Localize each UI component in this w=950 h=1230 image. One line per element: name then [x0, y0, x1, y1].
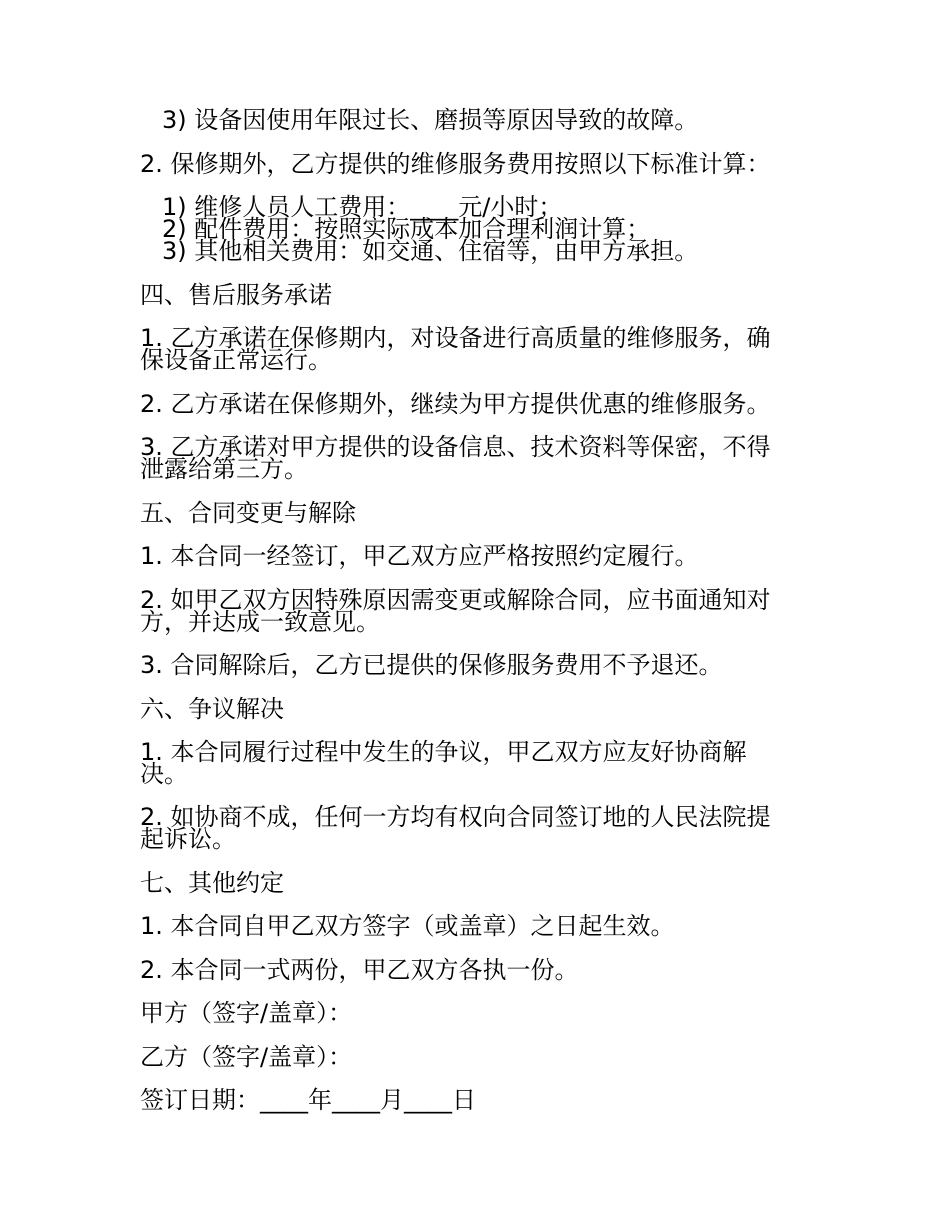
fee-item-parts: 2) 配件费用：按照实际成本加合理利润计算； [162, 215, 651, 243]
section-heading-5: 五、合同变更与解除 [140, 499, 356, 527]
commitment-1-line-1: 1. 乙方承诺在保修期内，对设备进行高质量的维修服务，确 [140, 324, 771, 352]
commitment-2: 2. 乙方承诺在保修期外，继续为甲方提供优惠的维修服务。 [140, 390, 771, 418]
dispute-clause-1-line-1: 1. 本合同履行过程中发生的争议，甲乙双方应友好协商解 [140, 738, 747, 766]
change-clause-1: 1. 本合同一经签订，甲乙双方应严格按照约定履行。 [140, 542, 699, 570]
dispute-clause-2-line-2: 起诉讼。 [140, 825, 236, 853]
party-a-signature: 甲方（签字/盖章）： [140, 999, 353, 1027]
section-heading-4: 四、售后服务承诺 [140, 281, 332, 309]
commitment-1-line-2: 保设备正常运行。 [140, 346, 332, 374]
change-clause-2-line-1: 2. 如甲乙双方因特殊原因需变更或解除合同，应书面通知对 [140, 586, 771, 614]
fee-item-other: 3) 其他相关费用：如交通、住宿等，由甲方承担。 [162, 237, 699, 265]
party-b-signature: 乙方（签字/盖章）： [140, 1043, 353, 1071]
signing-date: 签订日期：____年____月____日 [140, 1086, 476, 1114]
commitment-3-line-1: 3. 乙方承诺对甲方提供的设备信息、技术资料等保密，不得 [140, 433, 771, 461]
fault-item-3: 3) 设备因使用年限过长、磨损等原因导致的故障。 [162, 106, 699, 134]
section-heading-7: 七、其他约定 [140, 869, 284, 897]
change-clause-2-line-2: 方，并达成一致意见。 [140, 608, 380, 636]
dispute-clause-1-line-2: 决。 [140, 760, 188, 788]
section-heading-6: 六、争议解决 [140, 695, 284, 723]
change-clause-3: 3. 合同解除后，乙方已提供的保修服务费用不予退还。 [140, 651, 723, 679]
other-clause-2: 2. 本合同一式两份，甲乙双方各执一份。 [140, 956, 579, 984]
out-of-warranty-fee-clause: 2. 保修期外，乙方提供的维修服务费用按照以下标准计算： [140, 150, 771, 178]
other-clause-1: 1. 本合同自甲乙双方签字（或盖章）之日起生效。 [140, 912, 675, 940]
dispute-clause-2-line-1: 2. 如协商不成，任何一方均有权向合同签订地的人民法院提 [140, 803, 771, 831]
commitment-3-line-2: 泄露给第三方。 [140, 455, 308, 483]
fee-item-labor: 1) 维修人员人工费用：____元/小时； [162, 193, 563, 221]
